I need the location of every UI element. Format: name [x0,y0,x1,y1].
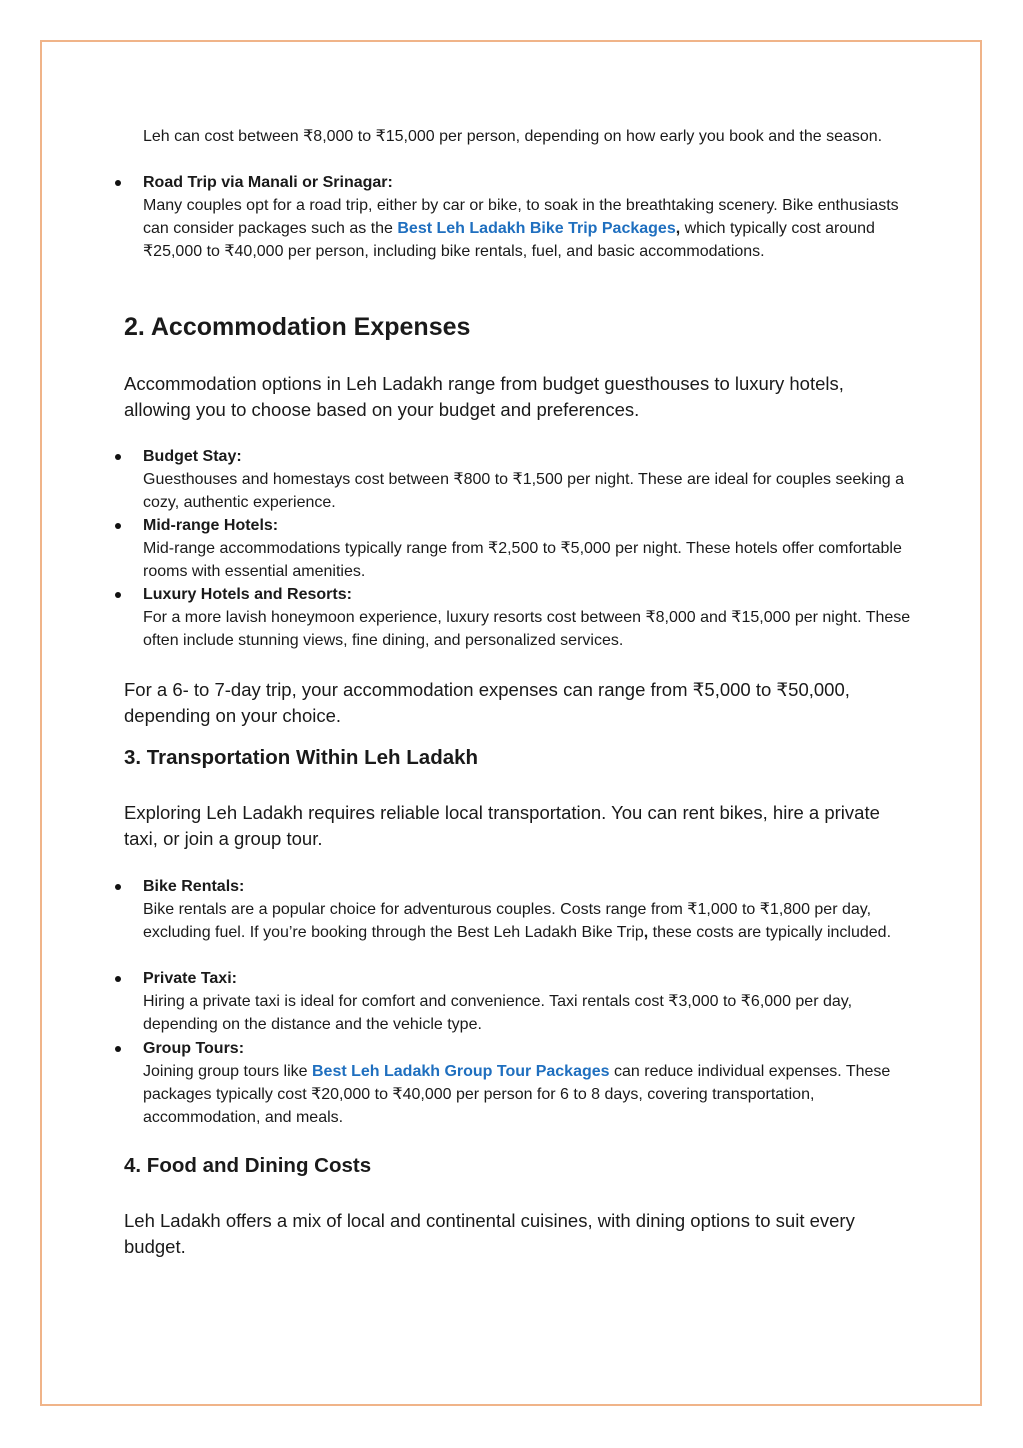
accommodation-intro: Accommodation options in Leh Ladakh range from budget guesthouses to luxury hotels, allowing you to choose based on your budget and preferences. [124,373,844,420]
air-travel-text-continuation [143,125,913,148]
list-item-road-trip [143,171,913,263]
air-travel-text: Leh can cost between ₹8,000 to ₹15,000 per person, depending on how early you book and the season. [143,128,883,145]
luxury-title: Luxury Hotels and Resorts: [143,586,352,603]
list-item-mid-range [143,514,913,583]
accommodation-summary: For a 6- to 7-day trip, your accommodation expenses can range from ₹5,000 to ₹50,000, depending on your choice. [124,679,850,726]
group-tours-text-b: can reduce individual expenses. These packages typically cost ₹20,000 to ₹40,000 per person for 6 to 8 days, covering transportation, accommodation, and meals. [143,1063,891,1126]
food-heading: 4. Food and Dining Costs [124,1154,372,1177]
bullet [115,523,121,529]
private-taxi-title: Private Taxi: [143,970,237,987]
road-trip-comma: , [675,220,681,237]
list-item-luxury [143,583,913,652]
accommodation-heading: 2. Accommodation Expenses [124,313,471,341]
bullet [115,1046,121,1052]
bike-trip-packages-link[interactable]: Best Leh Ladakh Bike Trip Packages [397,220,676,237]
list-item-bike-rentals [143,875,913,944]
bike-rentals-comma: , [643,924,649,941]
budget-stay-text: Guesthouses and homestays cost between ₹800 to ₹1,500 per night. These are ideal for couples seeking a cozy, authentic experience. [143,471,904,511]
group-tours-text-a: Joining group tours like [143,1063,312,1080]
budget-stay-title: Budget Stay: [143,448,242,465]
road-trip-text-a: Many couples opt for a road trip, either by car or bike, to soak in the breathtaking scenery. Bike enthusiasts can consider packages such as the [143,197,899,237]
bike-rentals-title: Bike Rentals: [143,878,245,895]
road-trip-title: Road Trip via Manali or Srinagar: [143,174,393,191]
bullet [115,976,121,982]
list-item-group-tours [143,1037,913,1129]
bullet [115,884,121,890]
list-item-budget-stay [143,445,913,514]
transport-intro: Exploring Leh Ladakh requires reliable local transportation. You can rent bikes, hire a private taxi, or join a group tour. [124,802,880,849]
food-intro: Leh Ladakh offers a mix of local and continental cuisines, with dining options to suit every budget. [124,1210,855,1257]
mid-range-text: Mid-range accommodations typically range from ₹2,500 to ₹5,000 per night. These hotels offer comfortable rooms with essential amenities. [143,540,902,580]
private-taxi-text: Hiring a private taxi is ideal for comfort and convenience. Taxi rentals cost ₹3,000 to ₹6,000 per day, depending on the distance and the vehicle type. [143,993,853,1033]
transport-heading: 3. Transportation Within Leh Ladakh [124,746,479,769]
bike-rentals-text-b: these costs are typically included. [648,924,892,941]
group-tours-title: Group Tours: [143,1040,245,1057]
bike-rentals-text-a: Bike rentals are a popular choice for adventurous couples. Costs range from ₹1,000 to ₹1,800 per day, excluding fuel. If you’re booking through the Best Leh Ladakh Bike Trip [143,901,872,941]
bullet [115,180,121,186]
group-tour-packages-link[interactable]: Best Leh Ladakh Group Tour Packages [311,1063,610,1080]
mid-range-title: Mid-range Hotels: [143,517,279,534]
list-item-private-taxi [143,967,913,1036]
road-trip-text-b: which typically cost around ₹25,000 to ₹40,000 per person, including bike rentals, fuel, and basic accommodations. [143,220,875,260]
bullet [115,592,121,598]
bullet [115,454,121,460]
luxury-text: For a more lavish honeymoon experience, luxury resorts cost between ₹8,000 and ₹15,000 per night. These often include stunning views, fine dining, and personalized services. [143,609,911,649]
